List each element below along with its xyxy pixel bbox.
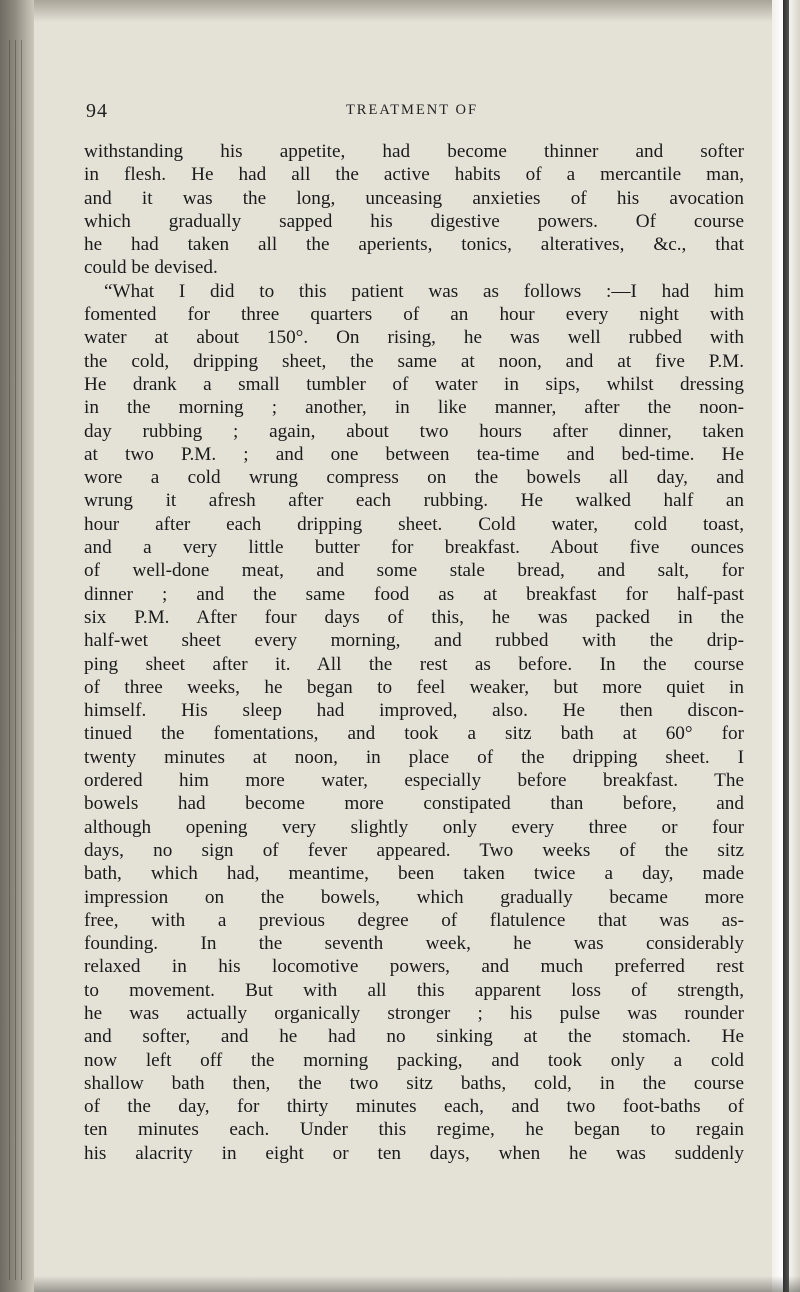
text-line: at two P.M. ; and one between tea-time and bed-time. He (84, 443, 744, 465)
page-number: 94 (86, 100, 108, 122)
text-line: in the morning ; another, in like manner, after the noon- (84, 397, 744, 419)
text-line: of the day, for thirty minutes each, and two foot-baths of (84, 1096, 744, 1118)
text-line: withstanding his appetite, had become thinner and softer (84, 141, 744, 162)
text-line: he was actually organically stronger ; his pulse was rounder (84, 1002, 744, 1024)
text-line: wore a cold wrung compress on the bowels all day, and (84, 467, 744, 489)
text-line: of three weeks, he began to feel weaker, but more quiet in (84, 676, 744, 698)
text-line: he had taken all the aperients, tonics, alteratives, &c., that (84, 234, 744, 256)
text-line: days, no sign of fever appeared. Two weeks of the sitz (84, 839, 744, 861)
text-line: ten minutes each. Under this regime, he began to regain (84, 1119, 744, 1141)
text-line: in flesh. He had all the active habits of a mercantile man, (84, 164, 744, 186)
text-line: the cold, dripping sheet, the same at noon, and at five P.M. (84, 350, 744, 372)
text-line: six P.M. After four days of this, he was packed in the (84, 606, 744, 628)
text-line: relaxed in his locomotive powers, and much preferred rest (84, 956, 744, 978)
text-line: to movement. But with all this apparent loss of strength, (84, 979, 744, 1001)
text-line: of well-done meat, and some stale bread, and salt, for (84, 560, 744, 582)
book-gutter (0, 0, 34, 1292)
text-line: and softer, and he had no sinking at the stomach. He (84, 1026, 744, 1048)
text-line: free, with a previous degree of flatulence that was as- (84, 909, 744, 931)
text-line: founding. In the seventh week, he was considerably (84, 933, 744, 955)
text-line: He drank a small tumbler of water in sips, whilst dressing (84, 373, 744, 395)
text-line: could be devised. (84, 257, 218, 279)
text-line: shallow bath then, the two sitz baths, cold, in the course (84, 1072, 744, 1094)
page-edge-shadow (783, 0, 789, 1292)
text-line: although opening very slightly only every three or four (84, 816, 744, 838)
text-line: and a very little butter for breakfast. About five ounces (84, 537, 744, 559)
text-line: wrung it afresh after each rubbing. He walked half an (84, 490, 744, 512)
text-line: his alacrity in eight or ten days, when he was suddenly (84, 1142, 744, 1164)
text-line: which gradually sapped his digestive powers. Of course (84, 210, 744, 232)
text-line: bowels had become more constipated than before, and (84, 793, 744, 815)
running-head: TREATMENT OF (345, 102, 479, 118)
binding-edge-lines (4, 40, 26, 1280)
text-line: half-wet sheet every morning, and rubbed with the drip- (84, 630, 744, 652)
text-line: himself. His sleep had improved, also. He then discon- (84, 700, 744, 722)
text-line: hour after each dripping sheet. Cold water, cold toast, (84, 513, 744, 535)
text-line: twenty minutes at noon, in place of the dripping sheet. I (84, 746, 744, 768)
text-line: tinued the fomentations, and took a sitz bath at 60° for (84, 723, 744, 745)
text-line: dinner ; and the same food as at breakfast for half-past (84, 583, 744, 605)
body-text (84, 140, 744, 1165)
text-line: impression on the bowels, which gradually became more (84, 886, 744, 908)
text-line: ordered him more water, especially before breakfast. The (84, 770, 744, 792)
text-line: fomented for three quarters of an hour every night with (84, 304, 744, 326)
text-line: ping sheet after it. All the rest as before. In the course (84, 653, 744, 675)
text-line: “What I did to this patient was as follows :—I had him (104, 280, 744, 302)
page-bottom-shadow (34, 1276, 800, 1292)
text-line: now left off the morning packing, and took only a cold (84, 1049, 744, 1071)
text-line: water at about 150°. On rising, he was well rubbed with (84, 327, 744, 349)
text-line: day rubbing ; again, about two hours after dinner, taken (84, 420, 744, 442)
page-top-shadow (34, 0, 772, 22)
text-line: bath, which had, meantime, been taken twice a day, made (84, 863, 744, 885)
page-header (86, 100, 738, 126)
text-line: and it was the long, unceasing anxieties of his avocation (84, 187, 744, 209)
